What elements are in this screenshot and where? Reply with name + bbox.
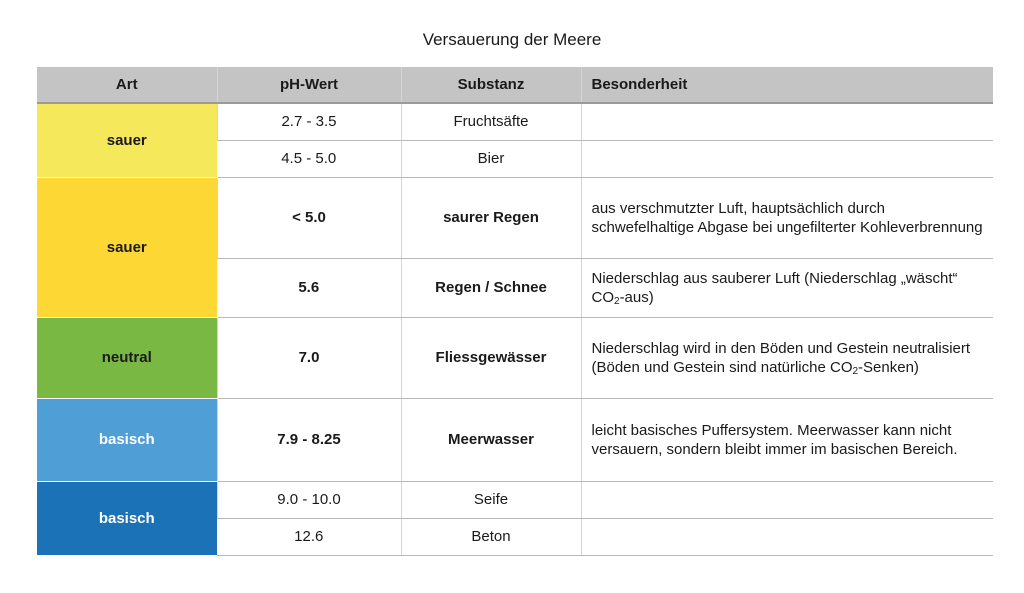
art-cell-basisch: basisch bbox=[37, 481, 217, 555]
ph-cell: 2.7 - 3.5 bbox=[217, 103, 401, 140]
ph-cell: 4.5 - 5.0 bbox=[217, 140, 401, 177]
besonderheit-cell bbox=[581, 518, 993, 555]
substanz-cell: Meerwasser bbox=[401, 398, 581, 481]
substanz-cell: Fliessgewässer bbox=[401, 317, 581, 398]
substanz-cell: saurer Regen bbox=[401, 177, 581, 258]
table-header-row bbox=[37, 67, 993, 103]
page-title: Versauerung der Meere bbox=[422, 30, 602, 49]
besonderheit-cell: leicht basisches Puffersystem. Meerwasser kann nicht versauern, sondern bleibt immer im basischen Bereich. bbox=[581, 398, 993, 481]
besonderheit-cell: aus verschmutzter Luft, hauptsächlich durch schwefelhaltige Abgase bei ungefilterter Kohleverbrennung bbox=[581, 177, 993, 258]
table-row bbox=[37, 103, 993, 140]
besonderheit-cell bbox=[581, 481, 993, 518]
substanz-cell: Bier bbox=[401, 140, 581, 177]
subscript-2: 2 bbox=[614, 295, 620, 307]
besonderheit-text: Niederschlag aus sauberer Luft (Niederschlag „wäscht“ CO bbox=[591, 269, 958, 306]
besonderheit-cell bbox=[581, 317, 993, 398]
subscript-2: 2 bbox=[852, 365, 859, 377]
header-substanz: Substanz bbox=[401, 67, 581, 103]
substanz-cell: Regen / Schnee bbox=[401, 258, 581, 317]
header-ph-wert: pH-Wert bbox=[217, 67, 401, 103]
art-cell-neutral: neutral bbox=[37, 317, 217, 398]
ph-cell: 7.0 bbox=[217, 317, 401, 398]
besonderheit-text-end: -Senken) bbox=[858, 358, 919, 376]
art-cell-basisch: basisch bbox=[37, 398, 217, 481]
besonderheit-cell bbox=[581, 140, 993, 177]
substanz-cell: Fruchtsäfte bbox=[401, 103, 581, 140]
substanz-cell: Seife bbox=[401, 481, 581, 518]
ph-cell: < 5.0 bbox=[217, 177, 401, 258]
table-row bbox=[37, 317, 993, 398]
ph-cell: 12.6 bbox=[217, 518, 401, 555]
header-besonderheit: Besonderheit bbox=[581, 67, 993, 103]
header-art: Art bbox=[37, 67, 217, 103]
besonderheit-cell bbox=[581, 103, 993, 140]
ph-cell: 5.6 bbox=[217, 258, 401, 317]
besonderheit-text: Niederschlag wird in den Böden und Gestein neutralisiert (Böden und Gestein sind natürliche CO bbox=[591, 339, 971, 376]
art-cell-sauer: sauer bbox=[37, 177, 217, 317]
table-row bbox=[37, 481, 993, 518]
acidity-table bbox=[37, 67, 993, 556]
ph-cell: 9.0 - 10.0 bbox=[217, 481, 401, 518]
table-row bbox=[37, 398, 993, 481]
art-cell-sauer: sauer bbox=[37, 103, 217, 177]
table-row bbox=[37, 177, 993, 258]
substanz-cell: Beton bbox=[401, 518, 581, 555]
besonderheit-cell bbox=[581, 258, 993, 317]
besonderheit-text-end: -aus) bbox=[619, 288, 654, 306]
ph-cell: 7.9 - 8.25 bbox=[217, 398, 401, 481]
